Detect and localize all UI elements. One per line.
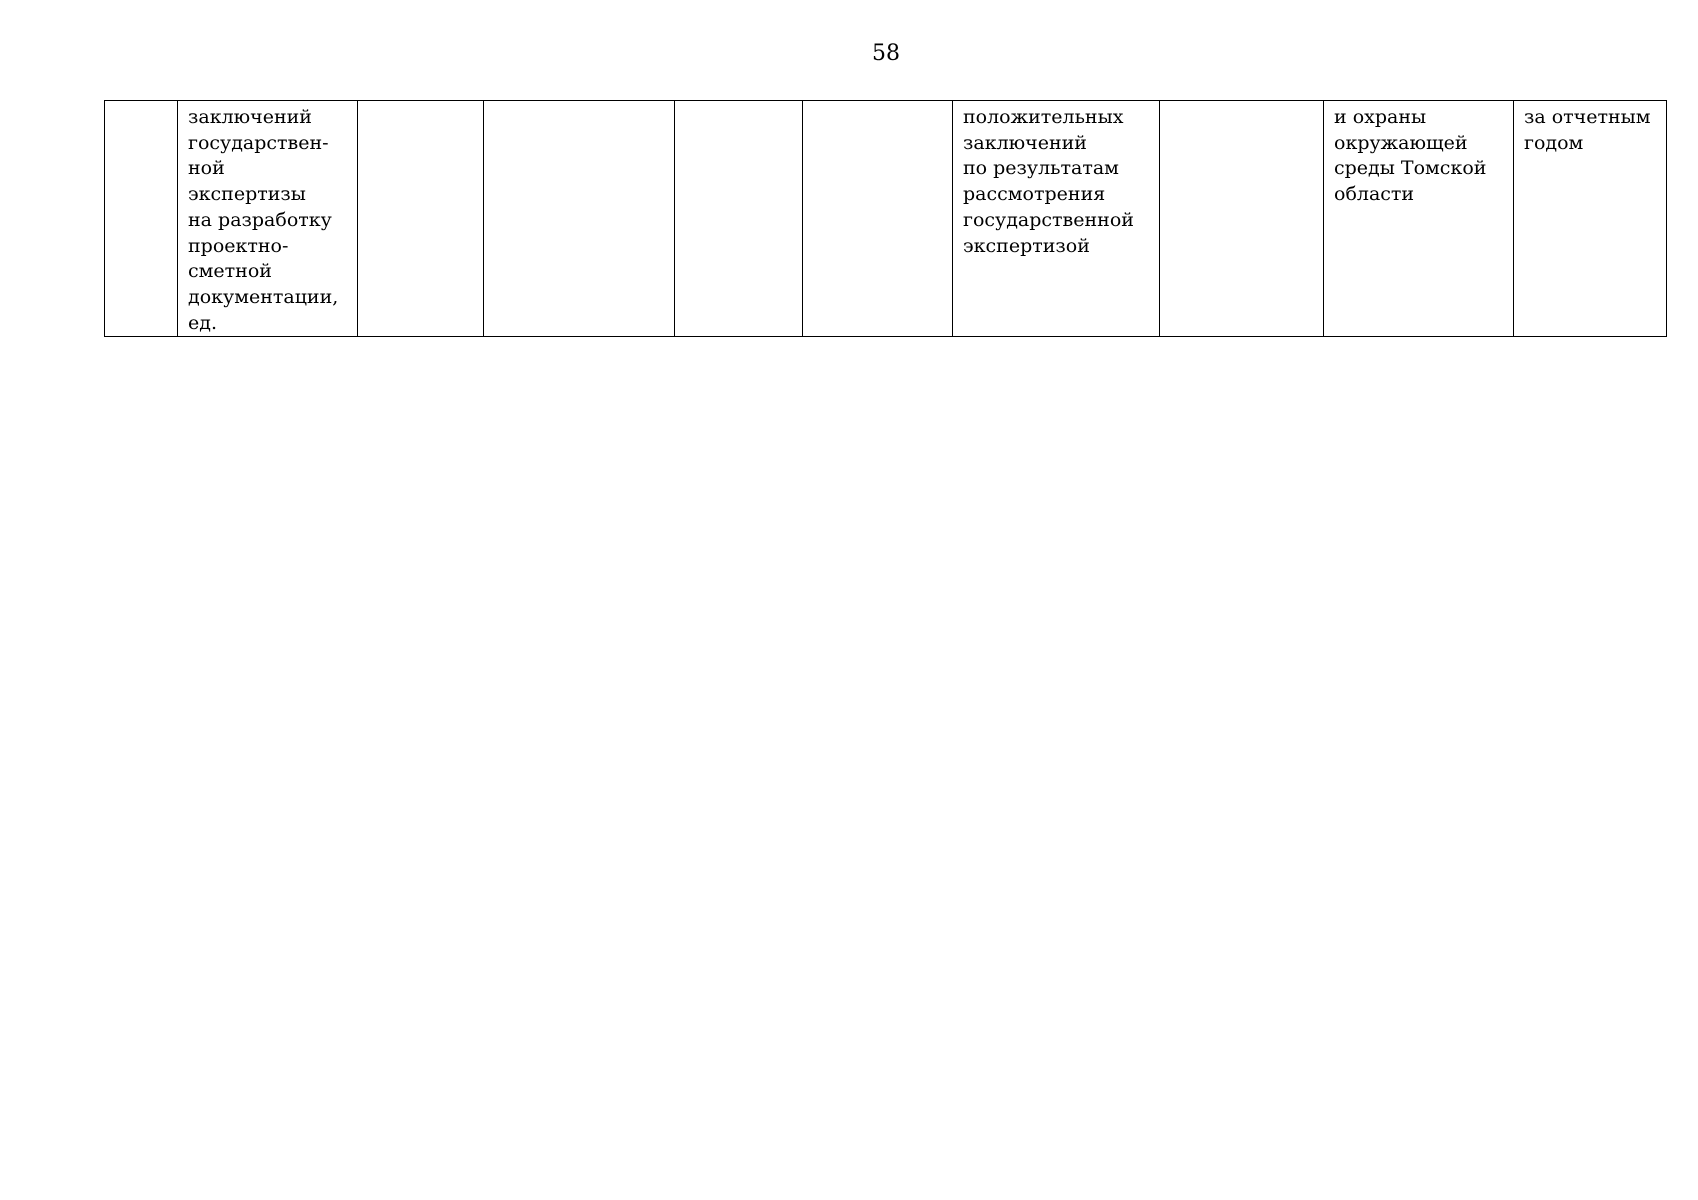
table-cell-number — [105, 101, 178, 337]
table-row — [105, 101, 1667, 337]
table-cell-3 — [358, 101, 484, 337]
table-cell-6 — [803, 101, 953, 337]
table-cell-8 — [1160, 101, 1324, 337]
table-cell-responsible: и охраны окружающей среды Томской области — [1324, 101, 1514, 337]
table-cell-indicator: заключений государствен- ной экспертизы на разработку проектно- сметной документации, ед. — [178, 101, 358, 337]
table-cell-method: положительных заключений по результатам рассмотрения государственной экспертизой — [953, 101, 1160, 337]
page-number: 58 — [872, 41, 900, 66]
indicator-table — [104, 100, 1667, 337]
table-cell-5 — [675, 101, 803, 337]
table-cell-4 — [484, 101, 675, 337]
table-cell-period: за отчетным годом — [1514, 101, 1667, 337]
